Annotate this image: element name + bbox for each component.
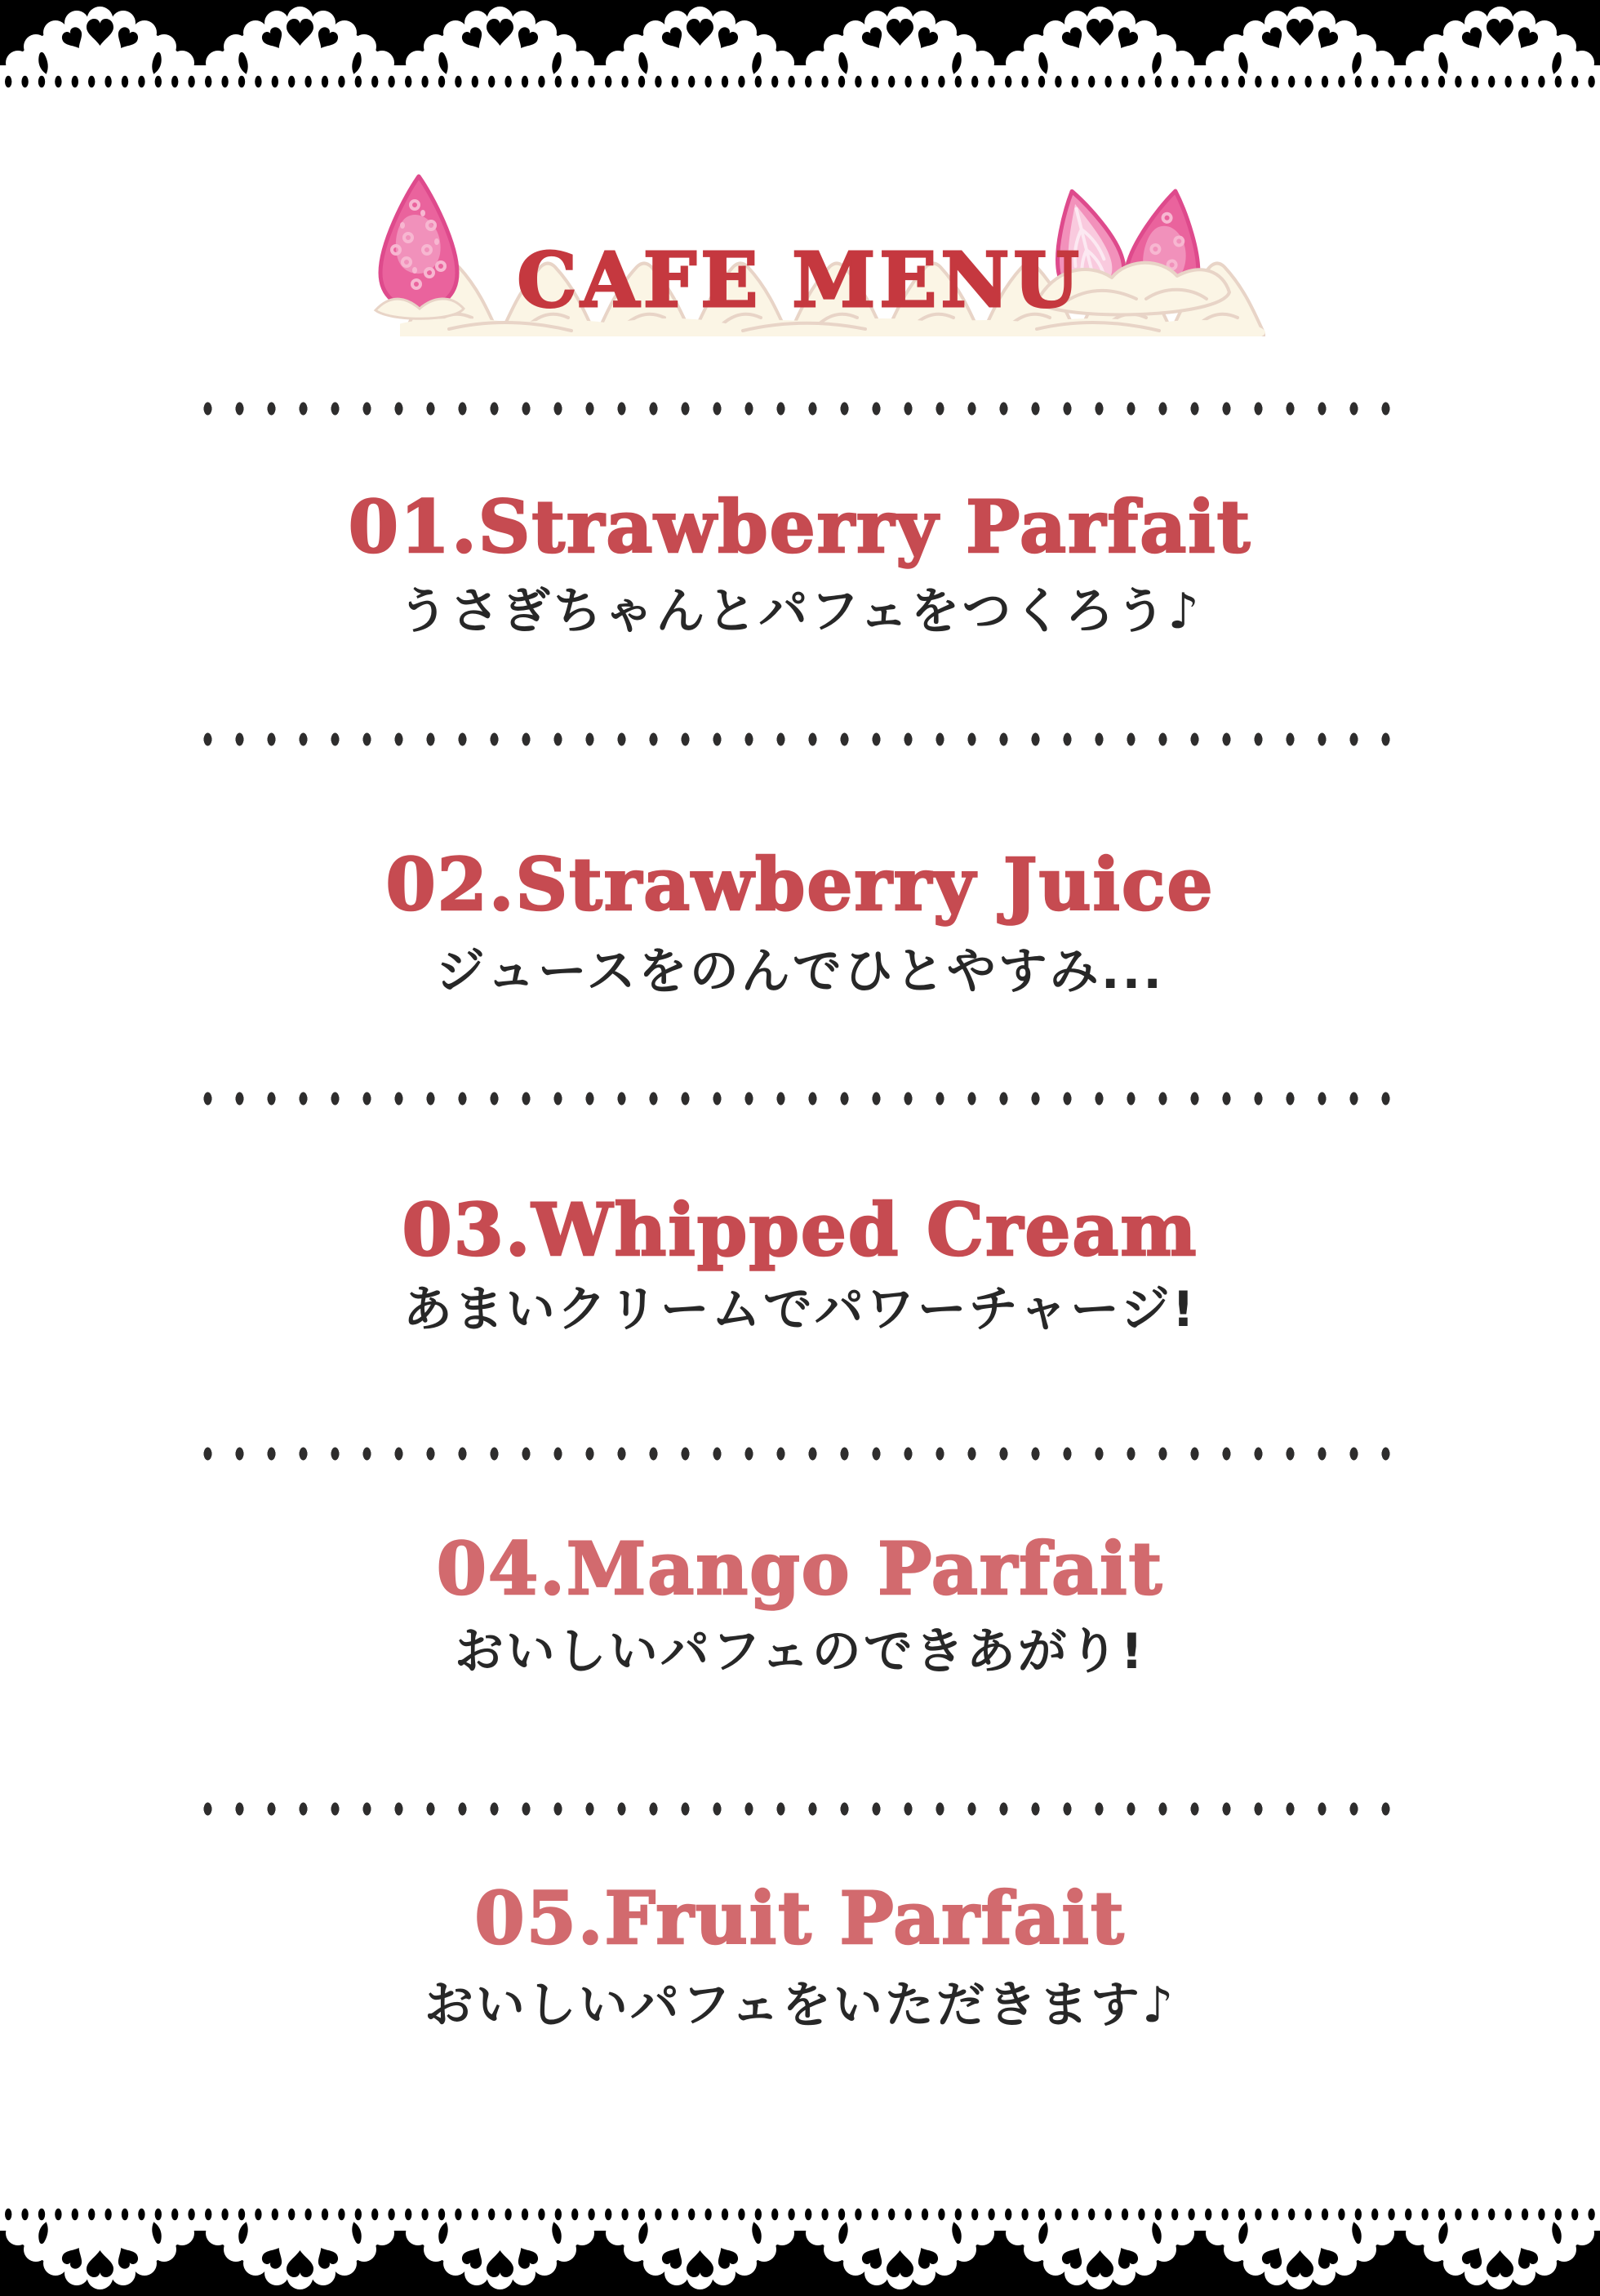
lace-border-bottom	[0, 2205, 1600, 2296]
menu-item-5-subtitle: おいしいパフェをいただきます♪	[424, 1977, 1176, 2034]
dotted-separator	[192, 1092, 1408, 1106]
menu-item-4-subtitle: おいしいパフェのできあがり!	[454, 1623, 1146, 1680]
menu-item-3-subtitle: あまいクリームでパワーチャージ!	[402, 1281, 1198, 1338]
dotted-separator	[192, 402, 1408, 416]
menu-item-4-title: 04.Mango Parfait	[436, 1526, 1164, 1611]
page-title: CAFE MENU	[517, 236, 1083, 324]
menu-item-2-title: 02.Strawberry Juice	[385, 842, 1215, 927]
menu-item-2-subtitle: ジュースをのんでひとやすみ...	[435, 943, 1165, 1000]
lace-border-top	[0, 0, 1600, 91]
dotted-separator	[192, 732, 1408, 746]
header	[335, 163, 1265, 336]
menu-item-3-title: 03.Whipped Cream	[402, 1187, 1198, 1272]
dotted-separator	[192, 1447, 1408, 1461]
menu-item-1-title: 01.Strawberry Parfait	[348, 484, 1252, 569]
menu-item-1-subtitle: うさぎちゃんとパフェをつくろう♪	[398, 583, 1202, 640]
menu-item-5-title: 05.Fruit Parfait	[474, 1876, 1126, 1960]
dotted-separator	[192, 1802, 1408, 1816]
